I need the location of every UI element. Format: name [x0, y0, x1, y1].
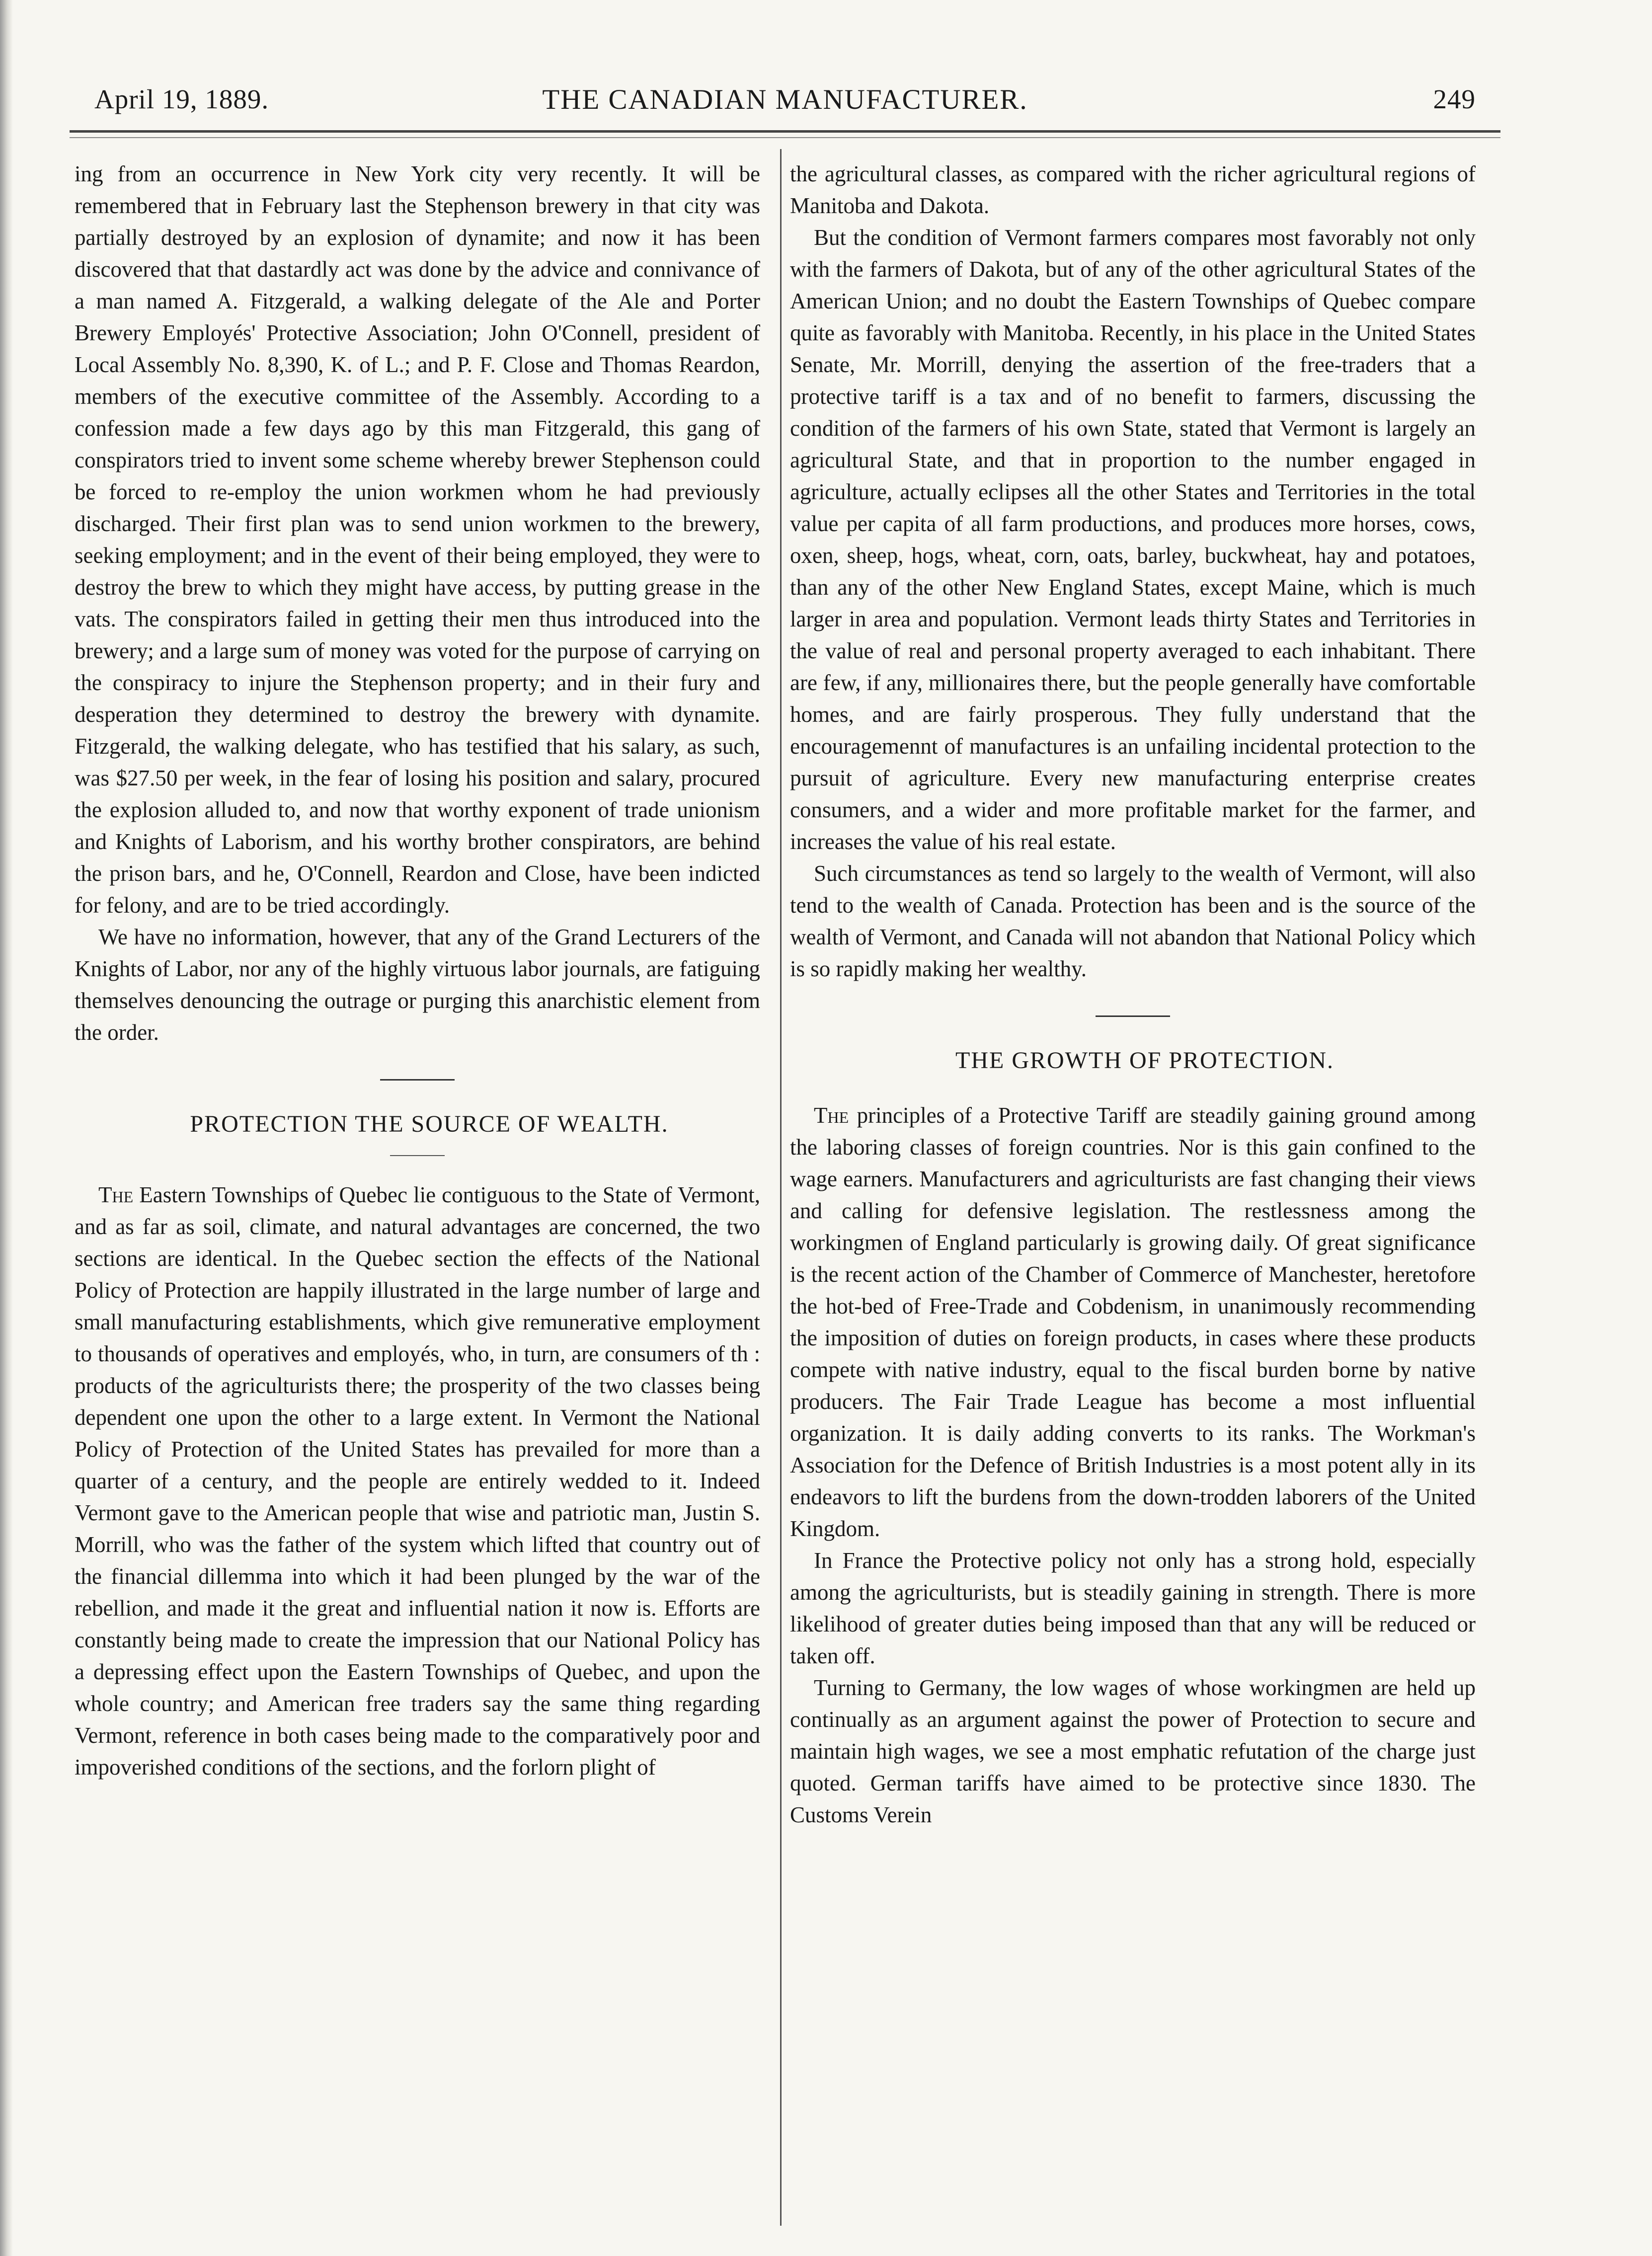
continued-paragraph: ing from an occurrence in New York city very recently. It will be remembered that in February last the Stephenson brewery in that city was partially destroyed by an explosion of dynamite; and now it has been discovered that that dastardly act was done by the advice and connivance of a man named A. Fitzgerald, a walking delegate of the Ale and Porter Brewery Employés' Protective Association; John O'Connell, president of Local Assembly No. 8,390, K. of L.; and P. F. Close and Thomas Reardon, members of the executive committee of the Assembly. According to a confession made a few days ago by this man Fitzgerald, this gang of conspirators tried to invent some scheme whereby brewer Stephenson could be forced to re-employ the union workmen whom he had previously discharged. Their first plan was to send union workmen to the brewery, seeking employment; and in the event of their being employed, they were to destroy the brew to which they might have access, by putting grease in the vats. The conspirators failed in getting their men thus introduced into the brewery; and a large sum of money was voted for the purpose of carrying on the conspiracy to injure the Stephenson property; and in their fury and desperation they determined to destroy the brewery with dynamite. Fitzgerald, the walking delegate, who has testified that his salary, as such, was $27.50 per week, in the fear of losing his position and salary, procured the explosion alluded to, and now that worthy exponent of trade unionism and Knights of Laborism, and his worthy brother conspirators, are behind the prison bars, and he, O'Connell, Reardon and Close, have been indicted for felony, and are to be tried accordingly.	[75, 161, 760, 918]
article-paragraph-text: principles of a Protective Tariff are steadily gaining ground among the laboring classes of foreign countries. Nor is this gain confined to the wage earners. Manufacturers and agriculturists are fast changing their views and calling for defensive legislation. The restlessness among the workingmen of England particularly is growing daily. Of great significance is the recent action of the Chamber of Commerce of Manchester, heretofore the hot-bed of Free-Trade and Cobdenism, in unanimously recommending the imposition of duties on foreign products, in cases where these products compete with native industry, equal to the fiscal burden borne by native producers. The Fair Trade League has become a most influential organization. It is daily adding converts to its ranks. The Workman's Association for the Defence of British Industries is a most potent ally in its endeavors to lift the burdens from the down-trodden laborers of the United Kingdom.	[790, 1103, 1476, 1541]
article-paragraph	[790, 1099, 1476, 1545]
article-paragraph: Turning to Germany, the low wages of whose workingmen are held up continually as an argument against the power of Protection to secure and maintain high wages, we see a most emphatic refutation of the charge just quoted. German tariffs have aimed to be protective since 1830. The Customs Verein	[790, 1675, 1476, 1827]
article-heading: PROTECTION THE SOURCE OF WEALTH.	[190, 1111, 669, 1137]
body-paragraph: We have no information, however, that any of the Grand Lecturers of the Knights of Labor, nor any of the highly virtuous labor journals, are fatiguing themselves denouncing the outrage or purging this anarchistic element from the order.	[75, 925, 760, 1045]
article-paragraph-text: Eastern Townships of Quebec lie contiguous to the State of Vermont, and as far as soil, climate, and natural advantages are concerned, the two sections are identical. In the Quebec section the effects of the National Policy of Protection are happily illustrated in the large number of large and small manufacturing establishments, which give remunerative employment to thousands of operatives and employés, who, in turn, are consumers of th : products of the agriculturists there; the prosperity of the two classes being dependent one upon the other to a large extent. In Vermont the National Policy of Protection of the United States has prevailed for more than a quarter of a century, and the people are entirely wedded to it. Indeed Vermont gave to the American people that wise and patriotic man, Justin S. Morrill, who was the father of the system which lifted that country out of the financial dillemma into which it had been plunged by the war of the rebellion, and made it the great and influential nation it now is. Efforts are constantly being made to create the impression that our National Policy has a depressing effect upon the Eastern Townships of Quebec, and upon the whole country; and American free traders say the same thing regarding Vermont, reference in both cases being made to the comparatively poor and impoverished conditions of the sections, and the forlorn plight of	[75, 1182, 761, 1780]
header-rule-thin	[70, 137, 1500, 138]
article-paragraph: In France the Protective policy not only has a strong hold, especially among the agriculturists, but is steadily gaining in strength. There is more likelihood of greater duties being imposed than that any will be reduced or taken off.	[790, 1548, 1476, 1668]
right-column	[790, 158, 1476, 1831]
body-paragraph: But the condition of Vermont farmers compares most favorably not only with the farmers of Dakota, but of any of the other agricultural States of the American Union; and no doubt the Eastern Townships of Quebec compare quite as favorably with Manitoba. Recently, in his place in the United States Senate, Mr. Morrill, denying the assertion of the free-traders that a protective tariff is a tax and of no benefit to farmers, discussing the condition of the farmers of his own State, stated that Vermont is largely an agricultural State, and that in proportion to the number engaged in agriculture, actually eclipses all the other States and Territories in the total value per capita of all farm productions, and produces more horses, cows, oxen, sheep, hogs, wheat, corn, oats, barley, buckwheat, hay and potatoes, than any of the other New England States, except Maine, which is much larger in area and population. Vermont leads thirty States and Territories in the value of real and personal property averaged to each inhabitant. There are few, if any, millionaires there, but the people generally have comfortable homes, and are fairly prosperous. They fully understand that the encouragemennt of manufactures is an unfailing incidental protection to the pursuit of agriculture. Every new manufacturing enterprise creates consumers, and a wider and more profitable market for the farmer, and increases the value of his real estate.	[790, 225, 1476, 854]
column-divider	[780, 149, 782, 2226]
left-column	[75, 158, 760, 1783]
page-number: 249	[1433, 84, 1476, 114]
page-header	[94, 83, 1476, 128]
header-date: April 19, 1889.	[94, 84, 269, 114]
lead-word: The	[98, 1182, 134, 1207]
publication-title: THE CANADIAN MANUFACTURER.	[542, 84, 1028, 115]
continued-paragraph: the agricultural classes, as compared with the richer agricultural regions of Manitoba and Dakota.	[790, 161, 1476, 218]
scan-edge-shadow	[0, 0, 13, 2256]
body-paragraph: Such circumstances as tend so largely to the wealth of Vermont, will also tend to the wealth of Canada. Protection has been and is the source of the wealth of Vermont, and Canada will not abandon that National Policy which is so rapidly making her wealthy.	[790, 861, 1476, 981]
header-rule	[70, 130, 1500, 133]
article-heading: THE GROWTH OF PROTECTION.	[955, 1047, 1334, 1074]
article-paragraph	[75, 1179, 760, 1783]
lead-word: The	[814, 1103, 849, 1128]
